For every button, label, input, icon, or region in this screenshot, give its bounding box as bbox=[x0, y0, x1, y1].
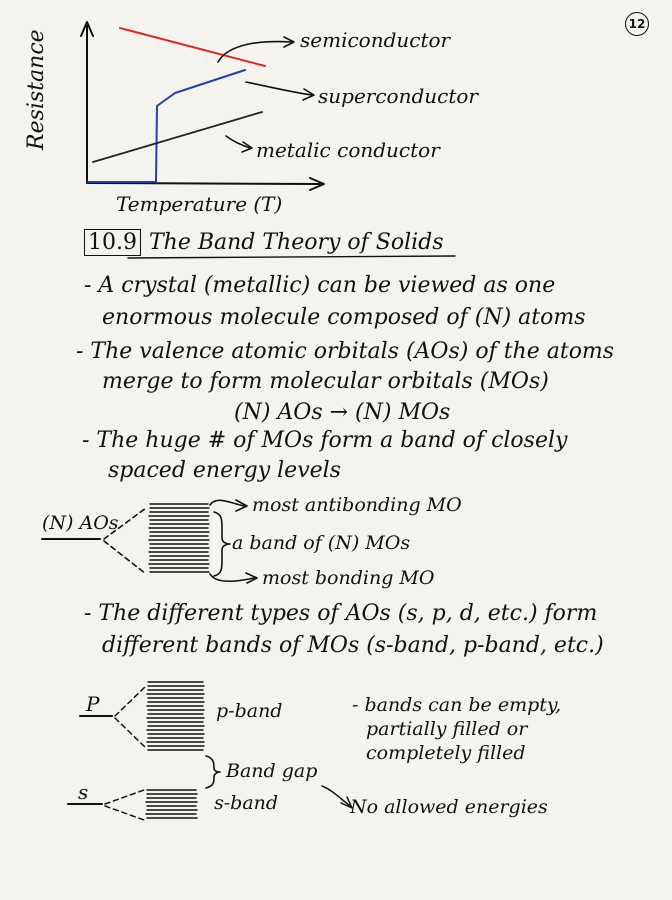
s-orbital-label: s bbox=[78, 780, 89, 804]
section-number: 10.9 bbox=[84, 229, 141, 256]
text-line-6: - The huge # of MOs form a band of closely bbox=[82, 428, 568, 453]
superconductor-label: superconductor bbox=[318, 84, 478, 108]
y-axis-label: Resistance bbox=[24, 29, 49, 150]
band-note-line-1: - bands can be empty, bbox=[352, 694, 562, 716]
x-axis bbox=[87, 183, 320, 184]
superconductor-arrow bbox=[246, 82, 312, 95]
text-line-4: merge to form molecular orbitals (MOs) bbox=[102, 369, 549, 394]
text-line-7: spaced energy levels bbox=[108, 458, 341, 483]
section-title: The Band Theory of Solids bbox=[148, 230, 444, 255]
x-axis-label: Temperature (T) bbox=[116, 192, 283, 216]
section-heading bbox=[84, 230, 444, 255]
no-allowed-energies-label: No allowed energies bbox=[350, 796, 548, 818]
text-line-3: - The valence atomic orbitals (AOs) of the atoms bbox=[76, 339, 615, 364]
p-orbital-label: P bbox=[86, 692, 100, 716]
s-band-label: s-band bbox=[214, 792, 279, 814]
band-brace bbox=[214, 512, 230, 576]
text-line-5: (N) AOs → (N) MOs bbox=[234, 400, 451, 425]
antibonding-label: most antibonding MO bbox=[252, 494, 462, 516]
s-band-levels bbox=[146, 790, 197, 818]
metallic-arrow bbox=[226, 136, 250, 148]
text-line-9: different bands of MOs (s-band, p-band, etc.) bbox=[102, 633, 604, 658]
page-number: 12 bbox=[625, 12, 649, 36]
mo-band-levels bbox=[149, 504, 209, 572]
semiconductor-arrow bbox=[218, 42, 292, 62]
text-line-2: enormous molecule composed of (N) atoms bbox=[102, 305, 586, 330]
text-line-1: - A crystal (metallic) can be viewed as one bbox=[84, 273, 556, 298]
text-line-8: - The different types of AOs (s, p, d, etc.) form bbox=[84, 601, 598, 626]
ao-dash-lower bbox=[104, 541, 146, 574]
band-note-line-3: completely filled bbox=[366, 742, 526, 764]
superconductor-curve bbox=[88, 70, 245, 182]
metallic-curve bbox=[93, 112, 262, 162]
band-note-line-2: partially filled or bbox=[366, 718, 528, 740]
p-band-label: p-band bbox=[216, 700, 283, 722]
semiconductor-curve bbox=[120, 28, 265, 66]
band-gap-brace bbox=[206, 756, 220, 788]
title-underline bbox=[128, 256, 455, 258]
band-gap-arrow bbox=[322, 786, 350, 806]
bonding-label: most bonding MO bbox=[262, 567, 435, 589]
p-band-levels bbox=[147, 682, 204, 750]
ao-label: (N) AOs bbox=[42, 512, 119, 534]
band-gap-label: Band gap bbox=[226, 760, 318, 782]
semiconductor-label: semiconductor bbox=[300, 28, 451, 52]
metallic-label: metalic conductor bbox=[256, 138, 440, 162]
band-label: a band of (N) MOs bbox=[232, 532, 411, 554]
